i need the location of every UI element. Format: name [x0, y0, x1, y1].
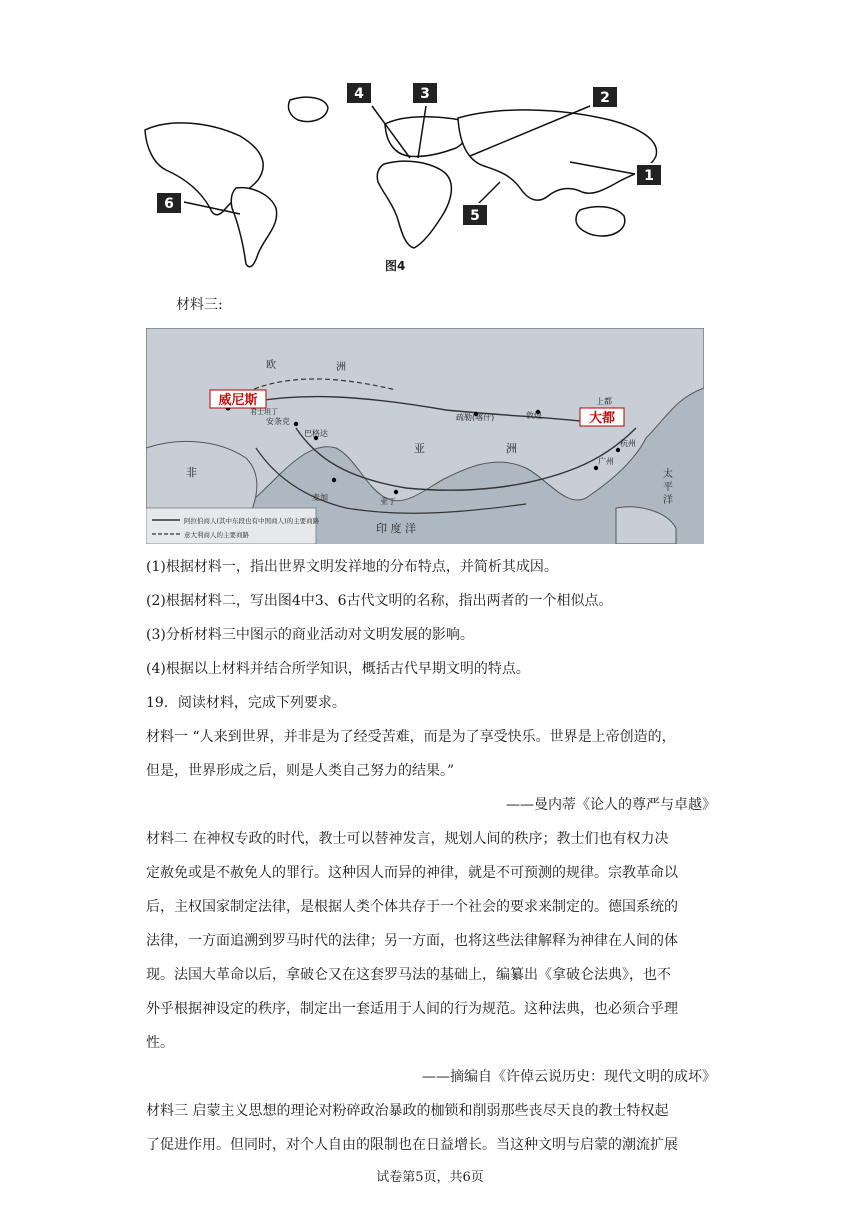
- australia-outline: [576, 207, 625, 236]
- mecca-label: 麦加: [312, 493, 328, 502]
- marker-5-label: 5: [470, 208, 480, 224]
- marker-5: [462, 204, 488, 226]
- dunhuang-label: 敦煌: [526, 411, 542, 420]
- hangzhou-label: 杭州: [620, 439, 636, 448]
- africa-outline: [377, 161, 451, 248]
- marker-4-label: 4: [354, 86, 364, 102]
- constantinople-label: 君士坦丁: [250, 408, 278, 416]
- marker-6: [156, 192, 182, 214]
- material1-line-1: 材料一 “人来到世界，并非是为了经受苦难，而是为了享受快乐。世界是上帝创造的，: [146, 729, 676, 745]
- antioch-label: 安条克: [266, 417, 290, 426]
- question-2: (2)根据材料二，写出图4中3、6古代文明的名称，指出两者的一个相似点。: [146, 593, 613, 609]
- dadu-label: 大都: [588, 411, 616, 426]
- europe-region-label: 欧: [266, 360, 276, 371]
- shangdu-label: 上都: [596, 397, 612, 406]
- material3-line-2: 了促进作用。但同时，对个人自由的限制也在日益增长。当这种文明与启蒙的潮流扩展: [146, 1137, 678, 1153]
- figure-caption: 图4: [385, 259, 406, 273]
- material2-line-1: 材料二 在神权专政的时代，教士可以替神发言，规划人间的秩序；教士们也有权力决: [146, 831, 669, 847]
- baghdad-label: 巴格达: [304, 429, 328, 438]
- indian-ocean-label: 印 度 洋: [376, 522, 416, 535]
- marker-2-label: 2: [600, 90, 610, 106]
- africa-region-label: 非: [186, 466, 197, 479]
- europe-outline: [385, 117, 469, 157]
- marker-1: [636, 164, 662, 186]
- marker-6-label: 6: [164, 196, 174, 212]
- marker-1-label: 1: [644, 168, 654, 184]
- trade-route-map: [146, 328, 704, 544]
- zhou-region-label: 洲: [336, 362, 346, 373]
- pacific-label: 太 平 洋: [660, 468, 672, 505]
- material2-line-2: 定赦免或是不赦免人的罪行。这种因人而异的神律，就是不可预测的规律。宗教革命以: [146, 865, 678, 881]
- marker-2: [592, 86, 618, 108]
- world-map-figure: [140, 78, 678, 278]
- material3-label: 材料三:: [176, 297, 223, 313]
- material2-line-7: 性。: [146, 1035, 174, 1051]
- question-4: (4)根据以上材料并结合所学知识，概括古代早期文明的特点。: [146, 661, 530, 677]
- material1-line-2: 但是，世界形成之后，则是人类自己努力的结果。”: [146, 763, 455, 779]
- question-19-heading: 19．阅读材料，完成下列要求。: [146, 695, 346, 711]
- material3-line-1: 材料三 启蒙主义思想的理论对粉碎政治暴政的枷锁和削弱那些丧尽天良的教士特权起: [146, 1103, 669, 1119]
- question-3: (3)分析材料三中图示的商业活动对文明发展的影响。: [146, 627, 474, 643]
- page-footer: 试卷第5页，共6页: [376, 1170, 484, 1185]
- asia-region-label: 亚: [414, 442, 425, 455]
- material2-line-4: 法律，一方面追溯到罗马时代的法律；另一方面，也将这些法律解释为神律在人间的体: [146, 933, 678, 949]
- guangzhou-label: 广州: [598, 457, 614, 466]
- venice-label: 威尼斯: [218, 393, 258, 408]
- marker-4: [346, 82, 372, 104]
- material1-source: ——曼内蒂《论人的尊严与卓越》: [506, 797, 716, 813]
- material2-source: ——摘编自《许倬云说历史：现代文明的成坏》: [422, 1069, 716, 1085]
- greenland-outline: [288, 97, 328, 121]
- aden-label: 亚丁: [380, 497, 396, 506]
- asia-outline: [458, 110, 657, 200]
- marker-3-label: 3: [420, 86, 430, 102]
- kashgar-label: 疏勒(喀什): [456, 413, 495, 422]
- material2-line-5: 现。法国大革命以后，拿破仑又在这套罗马法的基础上，编纂出《拿破仑法典》，也不: [146, 967, 671, 983]
- marker-3: [412, 82, 438, 104]
- zhou-region-label-2: 洲: [506, 442, 517, 455]
- legend-arab-route: 阿拉伯商人(其中东段也有中国商人)的主要商路: [184, 517, 320, 525]
- material2-line-3: 后，主权国家制定法律，是根据人类个体共存于一个社会的要求来制定的。德国系统的: [146, 899, 678, 915]
- material2-line-6: 外乎根据神设定的秩序，制定出一套适用于人间的行为规范。这种法典，也必须合乎理: [146, 1001, 678, 1017]
- south-america-outline: [231, 188, 276, 267]
- legend-italian-route: 意大利商人的主要商路: [184, 531, 249, 539]
- question-1: (1)根据材料一，指出世界文明发祥地的分布特点，并简析其成因。: [146, 559, 558, 575]
